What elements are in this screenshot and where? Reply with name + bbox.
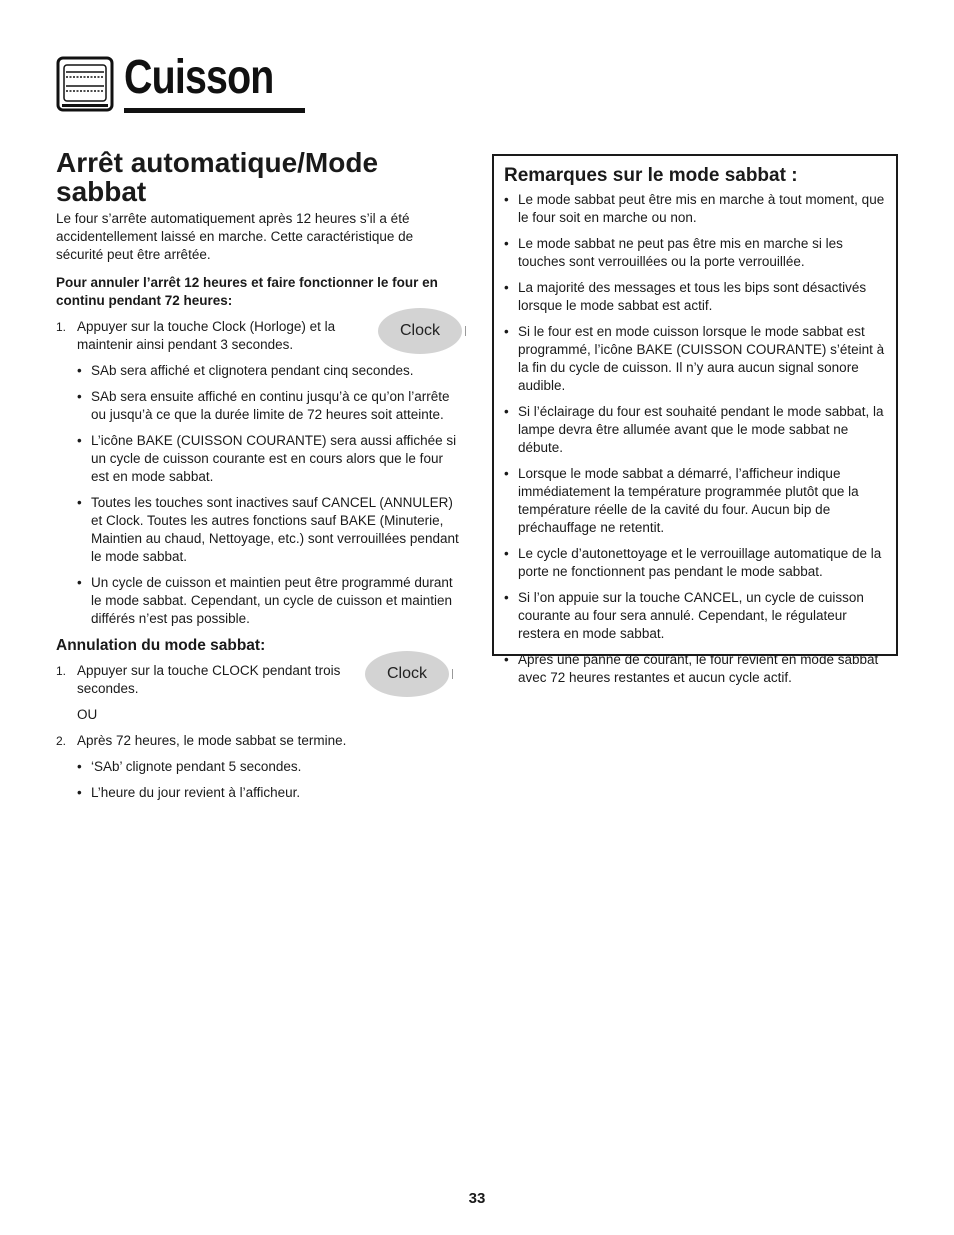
step-number: 1. (56, 664, 67, 678)
clock-key: Clock (365, 651, 449, 697)
page-header (56, 51, 274, 114)
list-item: • ‘SAb’ clignote pendant 5 secondes. (56, 758, 462, 776)
list-item: • Le cycle d’autonettoyage et le verrouillage automatique de la porte ne fonctionnent pas pendant le mode sabbat. (504, 545, 886, 581)
step-text: Appuyer sur la touche CLOCK pendant trois secondes. (77, 663, 341, 696)
list-item: • La majorité des messages et tous les bips sont désactivés lorsque le mode sabbat est actif. (504, 279, 886, 315)
list-item: • Le mode sabbat ne peut pas être mis en marche si les touches sont verrouillées ou la porte verrouillée. (504, 235, 886, 271)
left-column (56, 148, 462, 810)
list-item: • L’heure du jour revient à l’afficheur. (56, 784, 462, 802)
list-item: • Toutes les touches sont inactives sauf CANCEL (ANNULER) et Clock. Toutes les autres fonctions sauf BAKE (Minuterie, Maintien au chaud, Nettoyage, etc.) sont verrouillées pendant le mode sabbat. (56, 494, 462, 566)
step-1 (56, 318, 347, 354)
list-item: • Si l’éclairage du four est souhaité pendant le mode sabbat, la lampe devra être allumée avant que le mode sabbat ne débute. (504, 403, 886, 457)
intro-paragraph: Le four s’arrête automatiquement après 12 heures s’il a été accidentellement laissé en marche. Cette caractéristique de sécurité peut être arrêtée. (56, 211, 414, 262)
cancel-sabbath-heading: Annulation du mode sabbat: (56, 637, 266, 654)
list-item: • Si le four est en mode cuisson lorsque le mode sabbat est programmé, l’icône BAKE (CUISSON COURANTE) s’éteint à la fin du cycle de cuisson. Il n’y aura aucun signal sonore audible. (504, 323, 886, 395)
step-text: Appuyer sur la touche Clock (Horloge) et la maintenir ainsi pendant 3 secondes. (77, 319, 336, 352)
page-number: 33 (468, 1190, 486, 1207)
list-item: • SAb sera affiché et clignotera pendant cinq secondes. (56, 362, 462, 380)
step-number: 2. (56, 734, 67, 748)
section-title: Arrêt automatique/Mode sabbat (56, 147, 379, 207)
page-title: Cuisson (124, 51, 274, 104)
clock-key: Clock (378, 308, 462, 354)
step-number: 1. (56, 320, 67, 334)
step-text: Après 72 heures, le mode sabbat se termine. (77, 733, 347, 748)
list-item: • Lorsque le mode sabbat a démarré, l’afficheur indique immédiatement la température programmée plutôt que la température réelle de la cavité du four. Aucun bip de préchauffage ne retentit. (504, 465, 886, 537)
oven-icon (56, 56, 114, 112)
or-text: OU (77, 707, 98, 722)
cancel-step-2 (56, 732, 462, 750)
list-item: • Si l’on appuie sur la touche CANCEL, un cycle de cuisson courante au four sera annulé. Cependant, le régulateur restera en mode sabbat. (504, 589, 886, 643)
cancel-12h-heading: Pour annuler l’arrêt 12 heures et faire fonctionner le four en continu pendant 72 heures: (56, 275, 438, 308)
cancel-step-1 (56, 662, 347, 698)
notes-title: Remarques sur le mode sabbat : (504, 165, 798, 186)
list-item: • Un cycle de cuisson et maintien peut être programmé durant le mode sabbat. Cependant, un cycle de cuisson et maintien différés n’est pas possible. (56, 574, 462, 628)
sabbath-notes-box (492, 154, 898, 685)
list-item: • Le mode sabbat peut être mis en marche à tout moment, que le four soit en marche ou non. (504, 191, 886, 227)
list-item: • Après une panne de courant, le four revient en mode sabbat avec 72 heures restantes et aucun cycle actif. (504, 651, 886, 687)
list-item: • SAb sera ensuite affiché en continu jusqu’à ce qu’on l’arrête ou jusqu’à ce que la durée limite de 72 heures soit atteinte. (56, 388, 462, 424)
key-divider (465, 326, 466, 336)
list-item: • L’icône BAKE (CUISSON COURANTE) sera aussi affichée si un cycle de cuisson courante est en cours alors que le four est en mode sabbat. (56, 432, 462, 486)
title-underline (124, 108, 305, 113)
key-divider (452, 669, 453, 679)
